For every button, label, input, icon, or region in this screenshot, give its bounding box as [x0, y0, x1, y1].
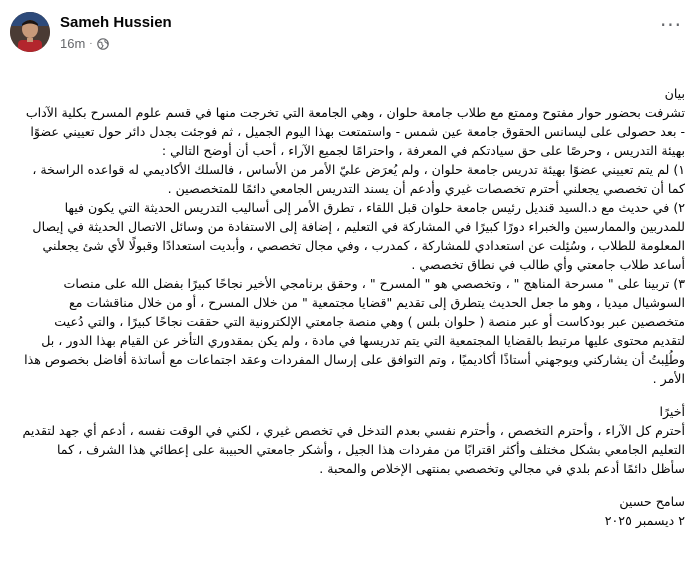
- paragraph-gap: [22, 388, 685, 402]
- post-header: [8, 8, 685, 52]
- post-heading: بيان: [664, 86, 685, 101]
- avatar[interactable]: [10, 12, 50, 52]
- closing-paragraph: أخيرًا أحترم كل الآراء ، وأحترم التخصص ، وأحترم نفسي بعدم التدخل في تخصص غيري ، لكني في الوقت نفسه ، أدعم أي جهد لتقديم التعليم الجامعي بشكل مختلف وأكثر اقترابًا من مفردات هذا الجيل ، وأشكر جامعتي الحبيبة على إعطائي هذا الشرف ، كما سأظل دائمًا أدعم بلدي في مجالي وتخصصي بمنتهى الإخلاص والمحبة .: [22, 404, 685, 476]
- point-two: ٢) في حديث مع د.السيد قنديل رئيس جامعة حلوان قبل اللقاء ، تطرق الأمر إلى أساليب التدريس الحديثة التي يكون فيها للمدربين والممارسين والخبراء دورًا كبيرًا في المشاركة في التعليم ، إضافة إلى الاستفادة من وسائل الاتصال الحديثة في إيصال المعلومة للطلاب ، وسُئِلت عن استعدادي للمشاركة ، كمدرب ، وفي مجال تخصصي ، وأبديت استعدادًا وقبولًا لأي شئ يجعلني أساعد طلاب جامعتي وأي طالب في نطاق تخصصي .: [32, 200, 685, 272]
- author-name[interactable]: Sameh Hussien: [60, 14, 172, 31]
- paragraph-gap: [22, 478, 685, 492]
- signature: سامح حسين ٢ ديسمبر ٢٠٢٥: [604, 494, 685, 528]
- post-time[interactable]: 16m: [60, 36, 86, 51]
- point-three: ٣) تربينا على " مسرحة المناهج " ، وتخصصي هو " المسرح " ، وحقق برنامجي الأخير نجاحًا كبيرًا بفضل الله على منصات السوشيال ميديا ، وهو ما جعل الحديث يتطرق إلى تقديم "قضايا مجتمعية " من خلال المسرح ، أو من خلال مناقشات مع متخصصين عبر بودكاست أو عبر منصة ( حلوان بلس ) وهي منصة جامعتي الإلكترونية التي حققت نجاحًا كبيرًا ، والتي دُعيت لتقديم محتوى عليها مرتبط بالقضايا المجتمعية التي يتم تدريسها في مادة ، ولم يكن بمقدوري التأخر عن القيام بهذا الدور ، بل وطُلِبتُ أن يشاركني ويوجهني أستاذًا أكاديميًا ، وتم التوافق على إرسال المفردات وعقد اجتماعات مع أساتذة أفاضل بخصوص هذا الأمر .: [24, 276, 685, 386]
- profile-photo: [10, 12, 50, 52]
- intro-paragraph: تشرفت بحضور حوار مفتوح وممتع مع طلاب جامعة حلوان ، وهي الجامعة التي تخرجت منها في قسم علوم المسرح بكلية الآداب - بعد حصولى على ليسانس الحقوق جامعة عين شمس - واستمتعت بهذا اليوم الجميل ، ثم فوجئت بجدل دائر حول تعييني عضوًا بهيئة التدريس ، وحرصًا على حق سيادتكم في المعرفة ، واحترامًا لجميع الآراء ، أحب أن أوضح التالي :: [25, 105, 685, 158]
- post-meta: [60, 36, 109, 51]
- meta-separator: ·: [89, 38, 93, 49]
- post-body: [22, 84, 685, 530]
- more-options-icon[interactable]: ···: [659, 13, 683, 37]
- point-one: ١) لم يتم تعييني عضوًا بهيئة تدريس جامعة حلوان ، ولم يُعرَض عليّ الأمر من الأساس ، فالسلك الأكاديمي له قواعده الراسخة ، كما أن تخصصي يجعلني أحترم تخصصات غيري وأدعم أن يسند التدريس الجامعي دائمًا للمتخصصين .: [32, 162, 685, 196]
- globe-icon: [97, 38, 109, 50]
